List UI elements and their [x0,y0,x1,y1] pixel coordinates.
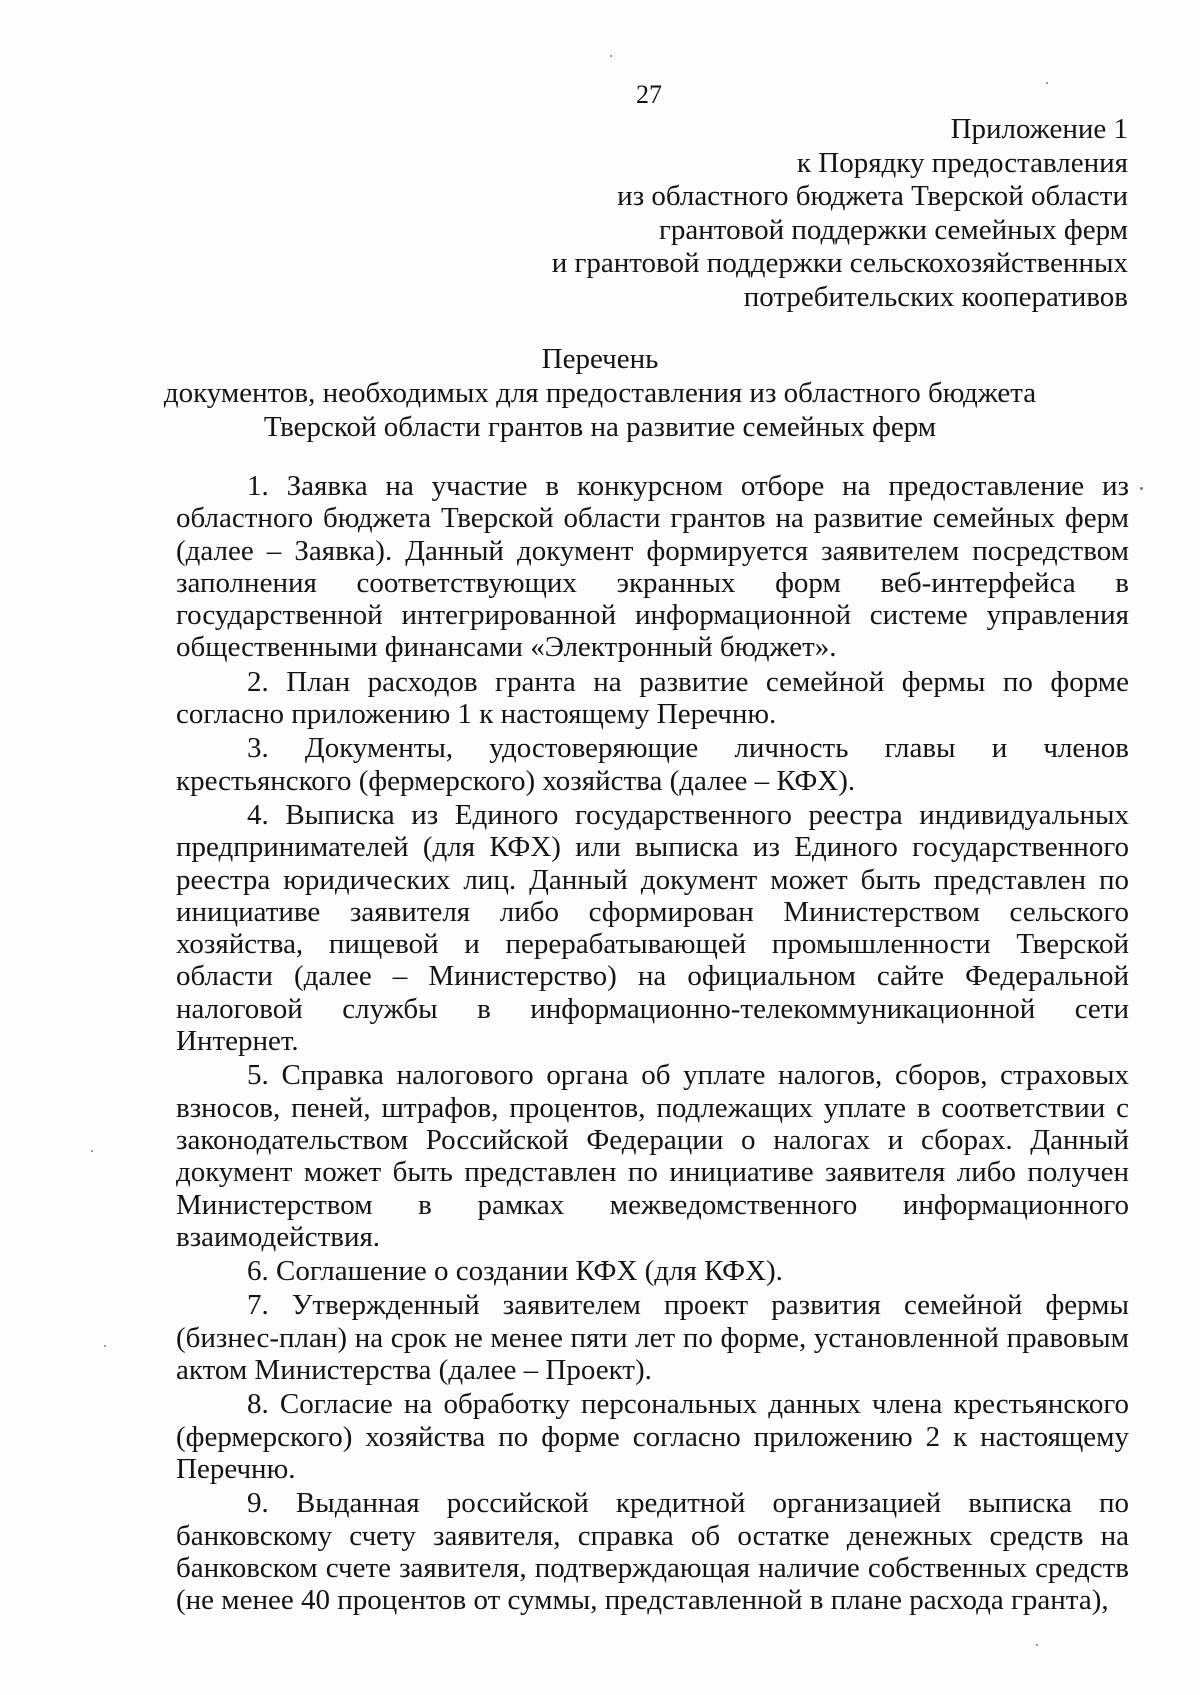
item-text: План расходов гранта на развитие семейной фермы по форме согласно приложению 1 к настоящему Перечню. [176,665,1130,731]
scan-speck [104,1345,106,1347]
item-number: 4. [247,798,269,831]
item-number: 5. [247,1059,269,1092]
item-number: 9. [247,1487,269,1520]
list-item [176,470,1129,664]
heading-subtitle-line: Тверской области грантов на развитие семейных ферм [263,411,937,443]
item-text: Документы, удостоверяющие личность главы и членов крестьянского (фермерского) хозяйства (далее – КФХ). [176,732,1130,797]
item-text: Соглашение о создании КФХ (для КФХ). [276,1255,783,1288]
item-text: Справка налогового органа об уплате налогов, сборов, страховых взносов, пеней, штрафов, процентов, подлежащих уплате в соответствии с законодательством Российской Федерации о налогах и сборах. Данный документ может быть представлен по инициативе заявителя либо получен Министерством в рамках межведомственного информационного взаимодействия. [176,1059,1130,1253]
list-item [176,1059,1129,1253]
item-number: 8. [247,1388,269,1421]
document-body [176,470,1129,1616]
item-text: Выписка из Единого государственного реестра индивидуальных предпринимателей (для КФХ) или выписка из Единого государственного реестра юридических лиц. Данный документ может быть представлен по инициативе заявителя либо сформирован Министерством сельского хозяйства, пищевой и перерабатывающей промышленности Тверской области (далее – Министерство) на официальном сайте Федеральной налоговой службы в информационно-телекоммуникационной сети Интернет. [176,798,1129,1058]
list-item [176,1487,1129,1616]
scan-speck [610,55,612,57]
heading-subtitle-line: документов, необходимых для предоставления из областного бюджета [163,377,1037,409]
item-text: Утвержденный заявителем проект развития семейной фермы (бизнес-план) на срок не менее пяти лет по форме, установленной правовым актом Министерства (далее – Проект). [176,1289,1130,1387]
item-text: Выданная российской кредитной организацией выписка по банковскому счету заявителя, справка об остатке денежных средств на банковском счете заявителя, подтверждающая наличие собственных средств (не менее 40 процентов от суммы, представленной в плане расхода гранта), [176,1487,1130,1617]
page-number: 27 [636,80,662,109]
heading-title: Перечень [541,343,659,375]
appendix-line: грантовой поддержки семейных ферм [659,213,1128,246]
document-heading [150,342,1050,444]
list-item [176,1289,1129,1386]
scan-speck [1046,82,1048,84]
appendix-line: Приложение 1 [950,113,1128,145]
appendix-line: и грантовой поддержки сельскохозяйственных [551,247,1128,279]
item-number: 2. [247,665,269,698]
appendix-line: к Порядку предоставления [796,146,1128,179]
scan-speck [1036,1644,1038,1646]
list-item [176,1388,1129,1485]
scan-speck [91,1150,93,1152]
list-item [176,666,1129,731]
scan-speck [1140,487,1143,490]
item-number: 6. [247,1255,269,1288]
item-text: Согласие на обработку персональных данных члена крестьянского (фермерского) хозяйства по форме согласно приложению 2 к настоящему Перечню. [176,1388,1129,1485]
item-number: 1. [247,470,269,502]
list-item [176,1255,1129,1287]
appendix-line: потребительских кооперативов [743,280,1128,313]
appendix-line: из областного бюджета Тверской области [617,180,1128,212]
appendix-block [408,113,1128,314]
list-item [176,799,1129,1057]
list-item [176,732,1129,797]
item-text: Заявка на участие в конкурсном отборе на предоставление из областного бюджета Тверской области грантов на развитие семейных ферм (далее – Заявка). Данный документ формируется заявителем посредством заполнения соответствующих экранных форм веб-интерфейса в государственной интегрированной информационной системе управления общественными финансами «Электронный бюджет». [176,470,1129,664]
item-number: 7. [247,1289,269,1322]
item-number: 3. [247,732,269,765]
